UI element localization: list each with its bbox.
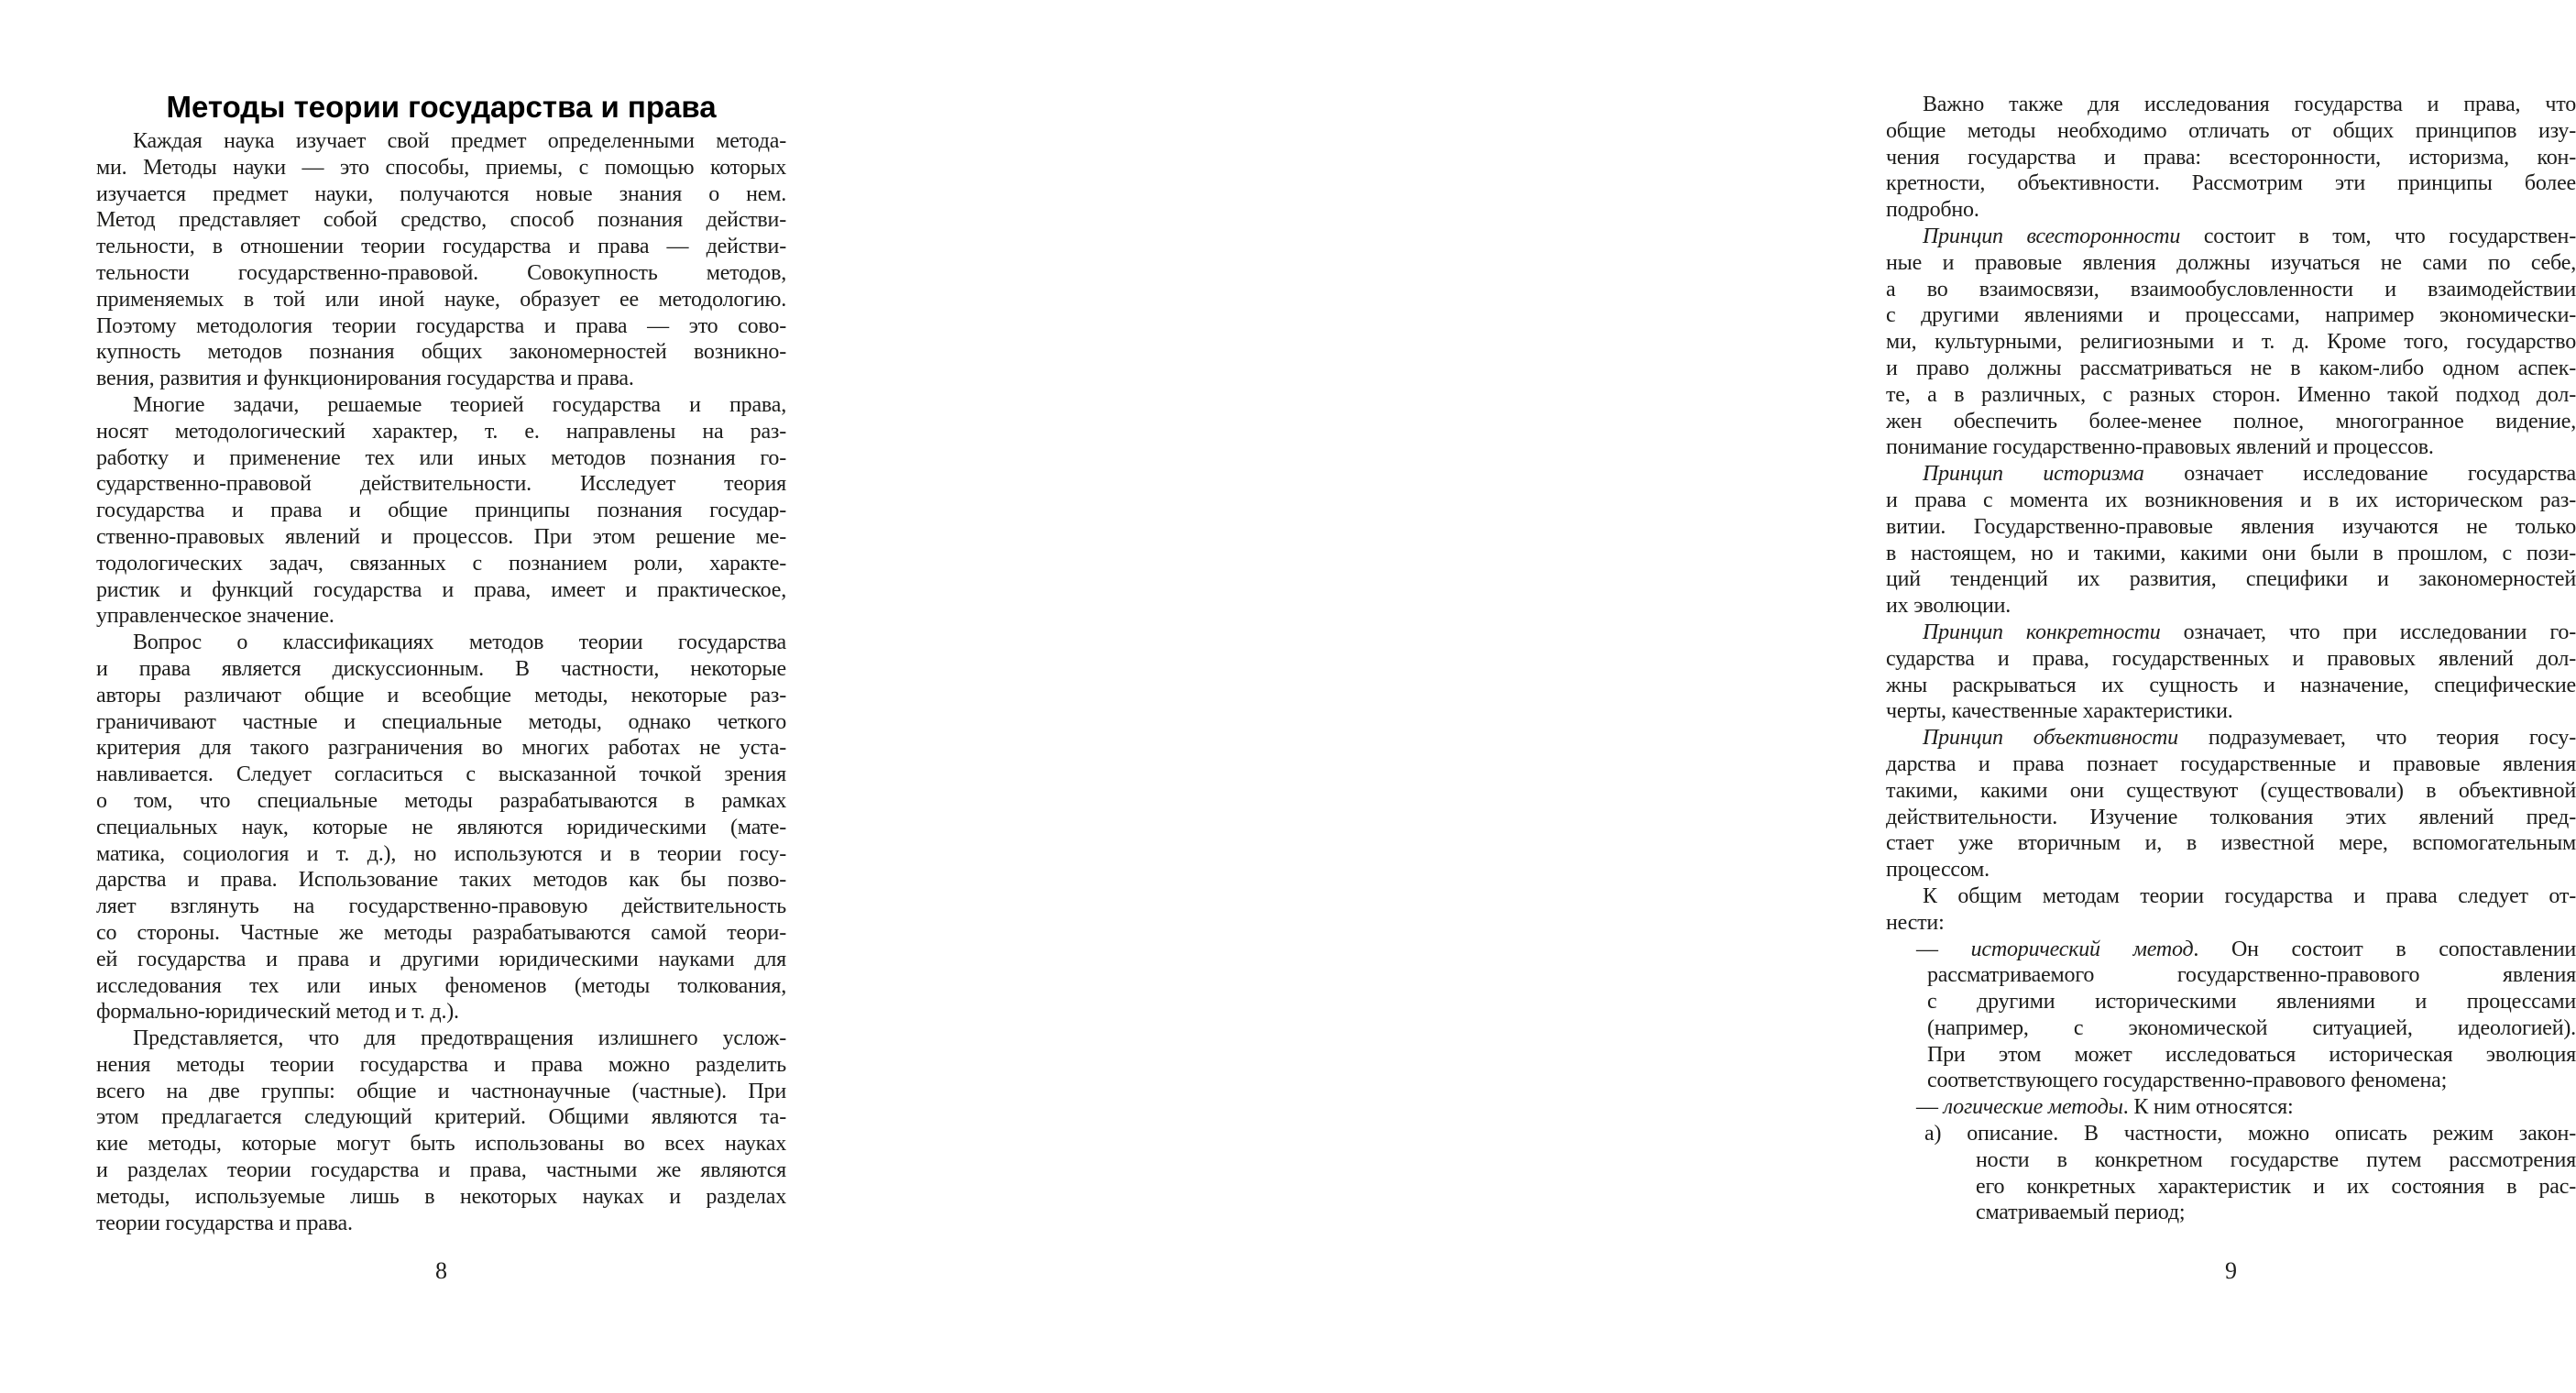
text-line: Принцип историзма означает исследование государства [1923, 462, 2576, 487]
text-line: кие методы, которые могут быть использованы во всех науках [96, 1132, 786, 1157]
text-line: со стороны. Частные же методы разрабатываются самой теори- [96, 920, 786, 945]
text-line: Каждая наука изучает свой предмет определенными метода- [133, 129, 786, 153]
list-marker: а) [1924, 1122, 1968, 1146]
text-line: навливается. Следует согласиться с высказанной точкой зрения [96, 762, 786, 787]
text-line: (например, с экономической ситуацией, идеологией). [1927, 1015, 2576, 1040]
text-line: жны раскрываться их сущность и назначение, специфические [1886, 673, 2576, 697]
italic-term: исторический метод [1970, 937, 2194, 961]
text-line: его конкретных характеристик и их состояния в рас- [1976, 1174, 2576, 1199]
text-line: нести: [1886, 910, 1945, 935]
text-line: тодологических задач, связанных с познанием роли, характе- [96, 551, 786, 576]
text-line: работку и применение тех или иных методов познания го- [96, 445, 786, 470]
list-item-letter [1886, 1121, 2576, 1226]
list-marker: — [1916, 937, 1971, 961]
text-line: применяемых в той или иной науке, образует ее методологию. [96, 287, 786, 312]
right-page-body [1886, 92, 2576, 1226]
text-line: методы, используемые лишь в некоторых науках и разделах [96, 1184, 786, 1209]
text-line: нения методы теории государства и права можно разделить [96, 1052, 786, 1077]
italic-term: Принцип объективности [1923, 726, 2178, 751]
text-line: а во взаимосвязи, взаимообусловленности и взаимодействии [1886, 277, 2576, 302]
text-line: критерия для такого разграничения во многих работах не уста- [96, 736, 786, 761]
text-line: понимание государственно-правовых явлений и процессов. [1886, 435, 2434, 460]
text-line: подробно. [1886, 198, 1979, 223]
text-line: в настоящем, но и такими, какими они были в прошлом, с пози- [1886, 541, 2576, 565]
text-line: такими, какими они существуют (существовали) в объективной [1886, 778, 2576, 803]
text-line: стает уже вторичным и, в известной мере, вспомогательным [1886, 831, 2576, 856]
text-line: а) описание. В частности, можно описать режим закон- [1924, 1122, 2576, 1146]
text-line: витии. Государственно-правовые явления изучаются не только [1886, 514, 2576, 539]
text-line: тельности, в отношении теории государства и права — действи- [96, 235, 786, 259]
text-line: исследования тех или иных феноменов (методы толкования, [96, 973, 786, 998]
text-line: кретности, объективности. Рассмотрим эти принципы более [1886, 171, 2576, 196]
paragraph [1886, 224, 2576, 461]
text-line: и право должны рассматриваться не в каком-либо одном аспек- [1886, 356, 2576, 380]
text-line: ми. Методы науки — это способы, приемы, с помощью которых [96, 155, 786, 180]
text-line: общие методы необходимо отличать от общих принципов изу- [1886, 118, 2576, 143]
list-item-dash [1886, 1094, 2576, 1121]
paragraph [1886, 725, 2576, 883]
text-line: формально-юридический метод и т. д.). [96, 1000, 459, 1025]
text-line: носят методологический характер, т. е. направлены на раз- [96, 419, 786, 444]
text-line: их эволюции. [1886, 594, 2011, 619]
text-line: тельности государственно-правовой. Совокупность методов, [96, 260, 786, 285]
text-line: чения государства и права: всесторонности, историзма, кон- [1886, 145, 2576, 170]
text-line: К общим методам теории государства и права следует от- [1923, 883, 2576, 908]
text-line: Многие задачи, решаемые теорией государства и права, [133, 392, 786, 417]
text-line: ми, культурными, религиозными и т. д. Кроме того, государство [1886, 330, 2576, 355]
text-line: ций тенденций их развития, специфики и закономерностей [1886, 567, 2576, 592]
page-number: 8 [435, 1257, 447, 1284]
page-right [892, 0, 2576, 1393]
paragraph [96, 392, 786, 630]
text-line: жен обеспечить более-менее полное, многогранное видение, [1886, 409, 2576, 433]
text-line: с другими историческими явлениями и процессами [1927, 990, 2576, 1015]
text-line: вения, развития и функционирования государства и права. [96, 367, 634, 391]
text-line: процессом. [1886, 858, 1990, 883]
paragraph [96, 630, 786, 1026]
chapter-heading: Методы теории государства и права [166, 90, 717, 124]
text-line: купность методов познания общих закономерностей возникно- [96, 340, 786, 365]
paragraph [1886, 620, 2576, 725]
text-line: о том, что специальные методы разрабатываются в рамках [96, 788, 786, 813]
text-line: сматриваемый период; [1976, 1201, 2186, 1225]
text-line: Принцип объективности подразумевает, что теория госу- [1923, 726, 2576, 751]
text-line: государства и права и общие принципы познания государ- [96, 499, 786, 523]
text-line: теории государства и права. [96, 1211, 353, 1235]
text-line: управленческое значение. [96, 604, 334, 629]
text-line: матика, социология и т. д.), но используются и в теории госу- [96, 841, 786, 866]
text-line: специальных наук, которые не являются юридическими (мате- [96, 815, 786, 839]
text-line: черты, качественные характеристики. [1886, 699, 2233, 724]
text-line: этом предлагается следующий критерий. Общими являются та- [96, 1105, 786, 1130]
text-line: соответствующего государственно-правового феномена; [1927, 1069, 2448, 1093]
text-line: ристик и функций государства и права, имеет и практическое, [96, 577, 786, 602]
text-line: сударства и права, государственных и правовых явлений дол- [1886, 646, 2576, 671]
text-line: Метод представляет собой средство, способ познания действи- [96, 208, 786, 233]
italic-term: Принцип историзма [1923, 462, 2144, 487]
paragraph [96, 1026, 786, 1236]
text-line: дарства и права познает государственные и правовые явления [1886, 751, 2576, 776]
text-line: ляет взглянуть на государственно-правовую действительность [96, 894, 786, 919]
italic-term: Принцип всесторонности [1923, 224, 2181, 248]
text-line: ей государства и права и другими юридическими науками для [96, 947, 786, 971]
text-line: изучается предмет науки, получаются новые знания о нем. [96, 181, 786, 206]
text-line: Важно также для исследования государства и права, что [1923, 93, 2576, 116]
text-line: При этом может исследоваться историческая эволюция [1927, 1042, 2576, 1067]
text-line: Принцип конкретности означает, что при исследовании го- [1923, 620, 2576, 644]
text-line: и права с момента их возникновения и в их историческом раз- [1886, 488, 2576, 512]
text-line: и разделах теории государства и права, частными же являются [96, 1158, 786, 1183]
text-line: Поэтому методология теории государства и права — это сово- [96, 313, 786, 338]
text-line: Принцип всесторонности состоит в том, что государствен- [1923, 224, 2576, 248]
paragraph [1886, 461, 2576, 620]
text-line: ственно-правовых явлений и процессов. При этом решение ме- [96, 524, 786, 549]
text-line: Вопрос о классификациях методов теории государства [133, 631, 786, 655]
page-number: 9 [2225, 1257, 2237, 1284]
italic-term: логические методы [1943, 1095, 2123, 1120]
page-left [0, 0, 892, 1393]
text-line: дарства и права. Использование таких методов как бы позво- [96, 868, 786, 893]
text-line: ности в конкретном государстве путем рассмотрения [1976, 1147, 2576, 1172]
italic-term: Принцип конкретности [1923, 620, 2161, 644]
text-line: сударственно-правовой действительности. Исследует теория [96, 472, 786, 497]
text-line: те, а в различных, с разных сторон. Именно такой подход дол- [1886, 382, 2576, 407]
text-line: действительности. Изучение толкования этих явлений пред- [1886, 805, 2576, 829]
text-line: и права является дискуссионным. В частности, некоторые [96, 656, 786, 681]
list-marker: — [1916, 1095, 1944, 1120]
text-line: — логические методы. К ним относятся: [1916, 1095, 2294, 1120]
paragraph [1886, 92, 2576, 224]
list-item-dash [1886, 937, 2576, 1095]
text-line: Представляется, что для предотвращения излишнего услож- [133, 1026, 786, 1051]
text-line: ные и правовые явления должны изучаться не сами по себе, [1886, 250, 2576, 275]
left-page-body [96, 128, 786, 1236]
text-line: авторы различают общие и всеобщие методы, некоторые раз- [96, 683, 786, 707]
text-line: всего на две группы: общие и частнонаучные (частные). При [96, 1079, 786, 1103]
text-line: с другими явлениями и процессами, например экономически- [1886, 303, 2576, 328]
text-line: рассматриваемого государственно-правового явления [1927, 963, 2576, 988]
paragraph [1886, 883, 2576, 937]
paragraph [96, 128, 786, 392]
text-line: граничивают частные и специальные методы, однако четкого [96, 709, 786, 734]
text-line: — исторический метод. Он состоит в сопоставлении [1916, 937, 2576, 961]
